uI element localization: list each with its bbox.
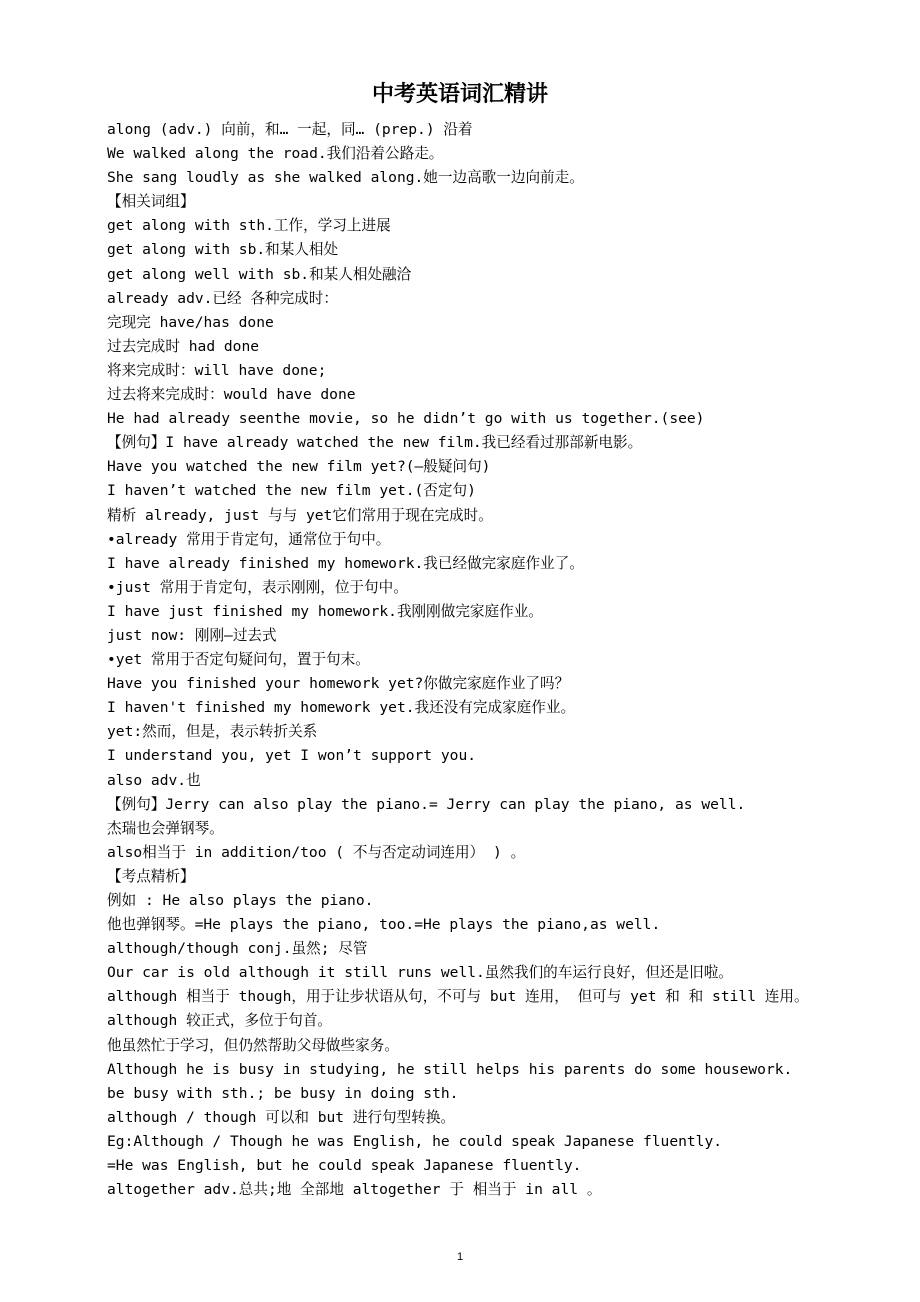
text-line: 他虽然忙于学习，但仍然帮助父母做些家务。 [107,1036,399,1054]
text-line: I haven't finished my homework yet.我还没有完成家庭作业。 [107,699,576,717]
text-line: 【例句】Jerry can also play the piano.= Jerry can play the piano, as well. [107,795,746,813]
text-line: =He was English, but he could speak Japanese fluently. [107,1157,582,1175]
text-line: get along well with sb.和某人相处融洽 [107,265,412,283]
text-line: I have already finished my homework.我已经做完家庭作业了。 [107,554,584,572]
text-line: 【例句】I have already watched the new film.我已经看过那部新电影。 [107,434,643,452]
text-line: We walked along the road.我们沿着公路走。 [107,145,444,163]
text-line: just now: 刚刚—过去式 [107,626,277,644]
text-line: altogether adv.总共;地 全部地 altogether 于 相当于 in all 。 [107,1181,602,1199]
text-line: I understand you, yet I won’t support you. [107,747,477,765]
text-line: although 相当于 though，用于让步状语从句，不可与 but 连用， 但可与 yet 和 和 still 连用。 [107,988,809,1006]
document-body [70,118,870,1202]
text-line: She sang loudly as she walked along.她一边高歌一边向前走。 [107,169,584,187]
text-line: I have just finished my homework.我刚刚做完家庭作业。 [107,602,543,620]
text-line: 【考点精析】 [107,867,195,885]
text-line: already adv.已经 各种完成时： [107,289,338,307]
text-line: although / though 可以和 but 进行句型转换。 [107,1108,456,1126]
text-line: 例如 : He also plays the piano. [107,892,374,909]
text-line: 他也弹钢琴。=He plays the piano, too.=He plays the piano,as well. [107,916,661,934]
text-line: He had already seenthe movie, so he didn’t go with us together.(see) [107,410,705,428]
text-line: get along with sb.和某人相处 [107,241,339,259]
text-line: be busy with sth.; be busy in doing sth. [107,1084,459,1102]
text-line: Our car is old although it still runs well.虽然我们的车运行良好，但还是旧啦。 [107,964,733,982]
text-line: 精析 already, just 与与 yet它们常用于现在完成时。 [107,506,493,524]
text-line: 将来完成时：will have done; [107,361,327,379]
text-line: although 较正式，多位于句首。 [107,1012,333,1030]
text-line: •yet 常用于否定句疑问句，置于句末。 [107,651,370,669]
text-line: 【相关词组】 [107,193,195,211]
text-line: Have you finished your homework yet?你做完家庭作业了吗？ [107,675,570,693]
text-line: also adv.也 [107,771,201,789]
text-line: Although he is busy in studying, he still helps his parents do some housework. [107,1060,793,1078]
text-line: 完现完 have/has done [107,313,274,331]
text-line: although/though conj.虽然; 尽管 [107,940,368,958]
text-line: •just 常用于肯定句，表示刚刚，位于句中。 [107,578,408,596]
text-line: yet:然而，但是，表示转折关系 [107,723,318,741]
text-line: Eg:Although / Though he was English, he could speak Japanese fluently. [107,1132,723,1150]
page-number: 1 [456,1251,464,1263]
text-line: I haven’t watched the new film yet.(否定句) [107,482,476,500]
text-line: 杰瑞也会弹钢琴。 [107,819,224,837]
text-line: 过去将来完成时：would have done [107,386,356,404]
page-title: 中考英语词汇精讲 [371,82,548,107]
text-line: 过去完成时 had done [107,337,260,355]
text-line: also相当于 in addition/too ( 不与否定动词连用） ) 。 [107,843,526,861]
text-line: •already 常用于肯定句，通常位于句中。 [107,530,391,548]
text-line: along (adv.) 向前，和… 一起，同… (prep.) 沿着 [107,121,473,138]
text-line: get along with sth.工作，学习上进展 [107,217,391,235]
text-line: Have you watched the new film yet?(—般疑问句) [107,458,491,476]
